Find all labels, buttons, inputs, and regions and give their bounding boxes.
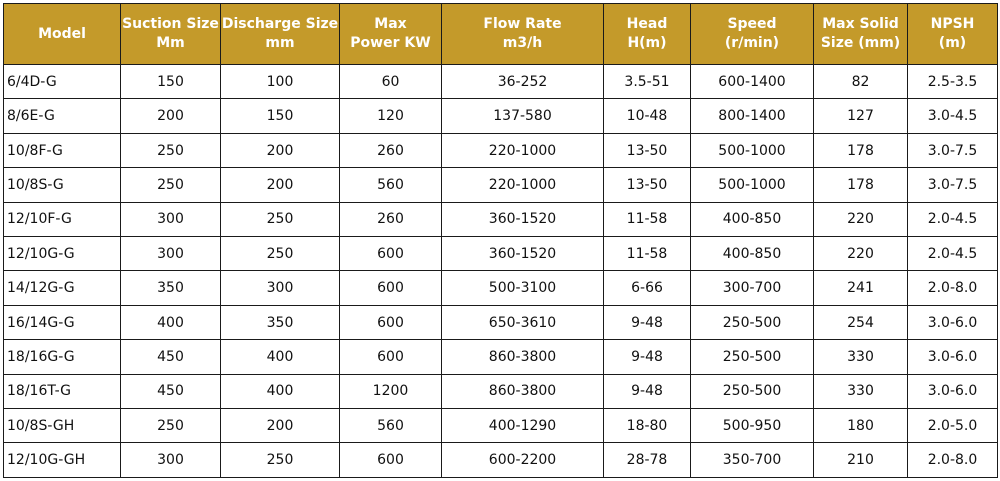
cell-head: 10-48 xyxy=(604,99,691,133)
cell-head: 18-80 xyxy=(604,409,691,443)
column-header-line: Head xyxy=(626,16,668,32)
cell-solid: 330 xyxy=(814,374,908,408)
cell-npsh: 3.0-7.5 xyxy=(908,168,998,202)
table-row xyxy=(4,305,998,339)
cell-discharge: 350 xyxy=(221,305,340,339)
cell-flow: 860-3800 xyxy=(442,340,604,374)
cell-power: 600 xyxy=(340,340,442,374)
cell-model: 10/8S-GH xyxy=(4,409,121,443)
cell-head: 3.5-51 xyxy=(604,65,691,99)
column-header-flow xyxy=(442,4,604,65)
cell-flow: 220-1000 xyxy=(442,133,604,167)
column-header-line: Flow Rate xyxy=(483,16,562,32)
cell-suction: 300 xyxy=(121,443,221,478)
cell-solid: 330 xyxy=(814,340,908,374)
cell-flow: 360-1520 xyxy=(442,202,604,236)
cell-head: 6-66 xyxy=(604,271,691,305)
cell-suction: 450 xyxy=(121,374,221,408)
cell-solid: 210 xyxy=(814,443,908,478)
cell-flow: 220-1000 xyxy=(442,168,604,202)
cell-speed: 300-700 xyxy=(691,271,814,305)
cell-npsh: 2.5-3.5 xyxy=(908,65,998,99)
column-header-power xyxy=(340,4,442,65)
cell-speed: 250-500 xyxy=(691,305,814,339)
table-body xyxy=(4,65,998,478)
cell-head: 13-50 xyxy=(604,133,691,167)
cell-discharge: 250 xyxy=(221,237,340,271)
cell-npsh: 2.0-5.0 xyxy=(908,409,998,443)
cell-speed: 250-500 xyxy=(691,374,814,408)
column-header-line: Speed xyxy=(727,16,777,32)
column-header-line: Size (mm) xyxy=(820,35,901,51)
cell-model: 18/16G-G xyxy=(4,340,121,374)
cell-suction: 150 xyxy=(121,65,221,99)
table-row xyxy=(4,409,998,443)
table-row xyxy=(4,202,998,236)
cell-discharge: 100 xyxy=(221,65,340,99)
table-row xyxy=(4,374,998,408)
column-header-line: (m) xyxy=(938,35,967,51)
cell-head: 28-78 xyxy=(604,443,691,478)
cell-power: 260 xyxy=(340,133,442,167)
column-header-discharge xyxy=(221,4,340,65)
table-row xyxy=(4,99,998,133)
table-row xyxy=(4,237,998,271)
cell-head: 11-58 xyxy=(604,202,691,236)
cell-power: 1200 xyxy=(340,374,442,408)
cell-power: 60 xyxy=(340,65,442,99)
column-header-line: Discharge Size xyxy=(221,16,339,32)
column-header-line: Max Solid xyxy=(822,16,899,32)
column-header-line: (r/min) xyxy=(724,35,780,51)
column-header-line: Suction Size xyxy=(122,16,219,32)
cell-npsh: 3.0-6.0 xyxy=(908,305,998,339)
cell-head: 9-48 xyxy=(604,340,691,374)
cell-solid: 82 xyxy=(814,65,908,99)
cell-solid: 220 xyxy=(814,237,908,271)
cell-power: 600 xyxy=(340,443,442,478)
cell-suction: 300 xyxy=(121,202,221,236)
cell-flow: 137-580 xyxy=(442,99,604,133)
column-header-model xyxy=(4,4,121,65)
cell-npsh: 3.0-7.5 xyxy=(908,133,998,167)
cell-speed: 600-1400 xyxy=(691,65,814,99)
cell-model: 12/10G-G xyxy=(4,237,121,271)
cell-speed: 500-1000 xyxy=(691,168,814,202)
cell-speed: 250-500 xyxy=(691,340,814,374)
cell-speed: 500-950 xyxy=(691,409,814,443)
cell-model: 14/12G-G xyxy=(4,271,121,305)
cell-flow: 860-3800 xyxy=(442,374,604,408)
table-row xyxy=(4,65,998,99)
cell-discharge: 250 xyxy=(221,443,340,478)
cell-discharge: 150 xyxy=(221,99,340,133)
cell-speed: 800-1400 xyxy=(691,99,814,133)
cell-power: 560 xyxy=(340,168,442,202)
table-header-row xyxy=(4,4,998,65)
column-header-npsh xyxy=(908,4,998,65)
column-header-line: mm xyxy=(265,35,295,51)
cell-power: 600 xyxy=(340,237,442,271)
cell-flow: 360-1520 xyxy=(442,237,604,271)
cell-model: 16/14G-G xyxy=(4,305,121,339)
column-header-line: Mm xyxy=(156,35,185,51)
cell-model: 6/4D-G xyxy=(4,65,121,99)
column-header-line: Max xyxy=(374,16,407,32)
cell-head: 9-48 xyxy=(604,305,691,339)
cell-suction: 300 xyxy=(121,237,221,271)
cell-model: 10/8S-G xyxy=(4,168,121,202)
cell-speed: 350-700 xyxy=(691,443,814,478)
cell-head: 11-58 xyxy=(604,237,691,271)
cell-solid: 254 xyxy=(814,305,908,339)
column-header-head xyxy=(604,4,691,65)
cell-solid: 127 xyxy=(814,99,908,133)
cell-power: 560 xyxy=(340,409,442,443)
cell-solid: 178 xyxy=(814,168,908,202)
cell-head: 9-48 xyxy=(604,374,691,408)
cell-power: 600 xyxy=(340,305,442,339)
cell-npsh: 2.0-8.0 xyxy=(908,443,998,478)
cell-power: 260 xyxy=(340,202,442,236)
cell-discharge: 400 xyxy=(221,340,340,374)
cell-flow: 36-252 xyxy=(442,65,604,99)
cell-suction: 250 xyxy=(121,168,221,202)
cell-solid: 178 xyxy=(814,133,908,167)
cell-flow: 400-1290 xyxy=(442,409,604,443)
cell-model: 12/10F-G xyxy=(4,202,121,236)
cell-npsh: 3.0-4.5 xyxy=(908,99,998,133)
cell-flow: 650-3610 xyxy=(442,305,604,339)
cell-npsh: 2.0-4.5 xyxy=(908,237,998,271)
cell-power: 600 xyxy=(340,271,442,305)
table-row xyxy=(4,168,998,202)
cell-speed: 500-1000 xyxy=(691,133,814,167)
cell-flow: 500-3100 xyxy=(442,271,604,305)
cell-suction: 450 xyxy=(121,340,221,374)
cell-npsh: 3.0-6.0 xyxy=(908,340,998,374)
column-header-speed xyxy=(691,4,814,65)
pump-spec-table-container xyxy=(3,3,997,478)
table-row xyxy=(4,133,998,167)
cell-suction: 350 xyxy=(121,271,221,305)
cell-model: 8/6E-G xyxy=(4,99,121,133)
table-row xyxy=(4,271,998,305)
column-header-solid xyxy=(814,4,908,65)
cell-head: 13-50 xyxy=(604,168,691,202)
cell-flow: 600-2200 xyxy=(442,443,604,478)
cell-speed: 400-850 xyxy=(691,237,814,271)
cell-model: 18/16T-G xyxy=(4,374,121,408)
table-row xyxy=(4,443,998,478)
cell-suction: 400 xyxy=(121,305,221,339)
column-header-line: Model xyxy=(38,25,86,42)
cell-solid: 220 xyxy=(814,202,908,236)
cell-suction: 250 xyxy=(121,133,221,167)
cell-discharge: 400 xyxy=(221,374,340,408)
column-header-line: m3/h xyxy=(502,35,543,51)
cell-solid: 180 xyxy=(814,409,908,443)
cell-power: 120 xyxy=(340,99,442,133)
cell-suction: 200 xyxy=(121,99,221,133)
cell-discharge: 200 xyxy=(221,133,340,167)
cell-model: 10/8F-G xyxy=(4,133,121,167)
column-header-suction xyxy=(121,4,221,65)
cell-discharge: 250 xyxy=(221,202,340,236)
cell-discharge: 300 xyxy=(221,271,340,305)
cell-discharge: 200 xyxy=(221,168,340,202)
cell-model: 12/10G-GH xyxy=(4,443,121,478)
column-header-line: NPSH xyxy=(930,16,975,32)
column-header-line: Power KW xyxy=(350,35,431,51)
pump-spec-table xyxy=(3,3,998,478)
cell-npsh: 3.0-6.0 xyxy=(908,374,998,408)
cell-npsh: 2.0-4.5 xyxy=(908,202,998,236)
column-header-line: H(m) xyxy=(627,35,667,51)
cell-suction: 250 xyxy=(121,409,221,443)
cell-solid: 241 xyxy=(814,271,908,305)
table-row xyxy=(4,340,998,374)
cell-speed: 400-850 xyxy=(691,202,814,236)
cell-npsh: 2.0-8.0 xyxy=(908,271,998,305)
cell-discharge: 200 xyxy=(221,409,340,443)
